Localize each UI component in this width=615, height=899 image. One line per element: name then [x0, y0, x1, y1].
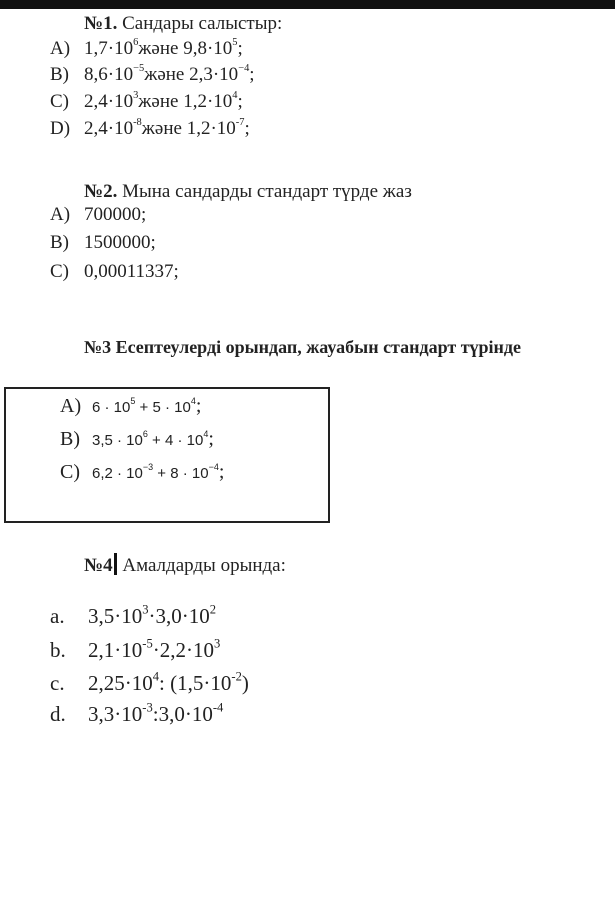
exponent: 6: [142, 428, 148, 439]
exponent: 4: [190, 395, 196, 406]
task2-number: №2.: [84, 181, 118, 202]
exponent: -7: [235, 117, 245, 129]
item-value: 700000;: [84, 204, 147, 225]
factor: 3,3·10: [88, 702, 143, 726]
task4-item-d: [50, 702, 223, 727]
conjunction: және: [141, 118, 187, 139]
factor: :3,0·10: [152, 702, 213, 726]
item-label: C): [60, 461, 80, 483]
top-dark-bar: [0, 0, 615, 9]
conjunction: және: [138, 38, 184, 59]
item-label: B): [50, 232, 69, 253]
item-label: C): [50, 91, 69, 112]
exponent: 4: [232, 90, 238, 102]
item-label: A): [50, 204, 71, 225]
task3-item-a: [60, 395, 201, 418]
exponent: -8: [133, 117, 142, 129]
exponent: 3: [214, 636, 221, 651]
task2-item-a: [50, 204, 146, 226]
conjunction: және: [144, 64, 190, 85]
mantissa: 4 · 10: [165, 432, 204, 449]
text-cursor: [114, 553, 117, 575]
terminator: ;: [218, 461, 225, 483]
mantissa: 1,7·10: [84, 38, 134, 59]
task2-item-b: [50, 232, 156, 254]
task3-heading-text: №3 Есептеулерді орындап, жауабын стандарт түрінде: [84, 337, 522, 357]
exponent: −3: [142, 461, 154, 472]
exponent: 2: [209, 602, 217, 617]
operator: +: [135, 399, 153, 416]
exponent: 3: [142, 602, 149, 617]
factor: ·2,2·10: [152, 638, 214, 662]
task1-number: №1.: [84, 13, 118, 34]
exponent: 5: [130, 395, 136, 406]
item-label: c.: [50, 671, 65, 695]
factor: 2,25·10: [88, 671, 153, 695]
item-label: D): [50, 118, 71, 139]
terminator: ;: [244, 118, 250, 139]
operator: +: [153, 465, 171, 482]
item-label: B): [50, 64, 69, 85]
operator: +: [147, 432, 165, 449]
factor: : (1,5·10: [159, 671, 232, 695]
task3-item-b: [60, 428, 214, 451]
task4-item-c: [50, 671, 249, 696]
mantissa: 3,5 · 10: [92, 432, 143, 449]
conjunction: және: [138, 91, 184, 112]
terminator: ;: [195, 395, 202, 417]
task2-item-c: [50, 261, 179, 283]
mantissa: 5 · 10: [152, 399, 191, 416]
terminator: ;: [237, 91, 243, 112]
task1-heading-text: Сандары салыстыр:: [117, 13, 283, 34]
task1-item-b: [50, 64, 255, 86]
task1-title: [84, 13, 282, 35]
suffix: ): [241, 671, 249, 695]
item-label: C): [50, 261, 69, 282]
item-label: b.: [50, 638, 66, 662]
task2-heading-text: Мына сандарды стандарт түрде жаз: [117, 181, 412, 202]
mantissa: 9,8·10: [183, 38, 233, 59]
task3-title: [84, 337, 615, 358]
exponent: -2: [231, 669, 242, 684]
exponent: −5: [133, 63, 145, 75]
mantissa: 2,4·10: [84, 91, 134, 112]
exponent: 4: [203, 428, 209, 439]
terminator: ;: [249, 64, 255, 85]
factor: 3,5·10: [88, 604, 143, 628]
item-value: 1500000;: [84, 232, 156, 253]
exponent: −4: [238, 63, 250, 75]
task1-item-c: [50, 91, 243, 113]
task4-item-a: [50, 604, 216, 629]
mantissa: 1,2·10: [183, 91, 233, 112]
exponent: -5: [142, 636, 153, 651]
exponent: -4: [212, 700, 224, 715]
exponent: 4: [152, 669, 160, 684]
task4-number: №4: [84, 555, 113, 576]
mantissa: 2,3·10: [189, 64, 239, 85]
terminator: ;: [208, 428, 214, 450]
task2-title: [84, 181, 412, 203]
item-label: a.: [50, 604, 65, 628]
mantissa: 8,6·10: [84, 64, 134, 85]
task4-heading-text: Амалдарды орында:: [117, 555, 286, 576]
item-label: d.: [50, 702, 66, 726]
mantissa: 1,2·10: [186, 118, 236, 139]
item-label: A): [60, 395, 82, 417]
factor: 2,1·10: [88, 638, 143, 662]
item-label: A): [50, 38, 71, 59]
item-value: 0,00011337;: [84, 261, 179, 282]
exponent: 5: [232, 37, 238, 49]
exponent: −4: [208, 461, 219, 472]
item-label: B): [60, 428, 80, 450]
exponent: 3: [133, 90, 139, 102]
exponent: -3: [142, 700, 153, 715]
task4-item-b: [50, 638, 220, 663]
mantissa: 8 · 10: [170, 465, 209, 482]
terminator: ;: [237, 38, 243, 59]
task1-item-d: [50, 118, 250, 140]
exponent: 6: [133, 37, 139, 49]
task4-title: [84, 553, 286, 577]
factor: ·3,0·10: [148, 604, 210, 628]
mantissa: 2,4·10: [84, 118, 134, 139]
mantissa: 6 · 10: [92, 399, 131, 416]
task1-item-a: [50, 38, 243, 60]
mantissa: 6,2 · 10: [92, 465, 143, 482]
task3-item-c: [60, 461, 224, 484]
